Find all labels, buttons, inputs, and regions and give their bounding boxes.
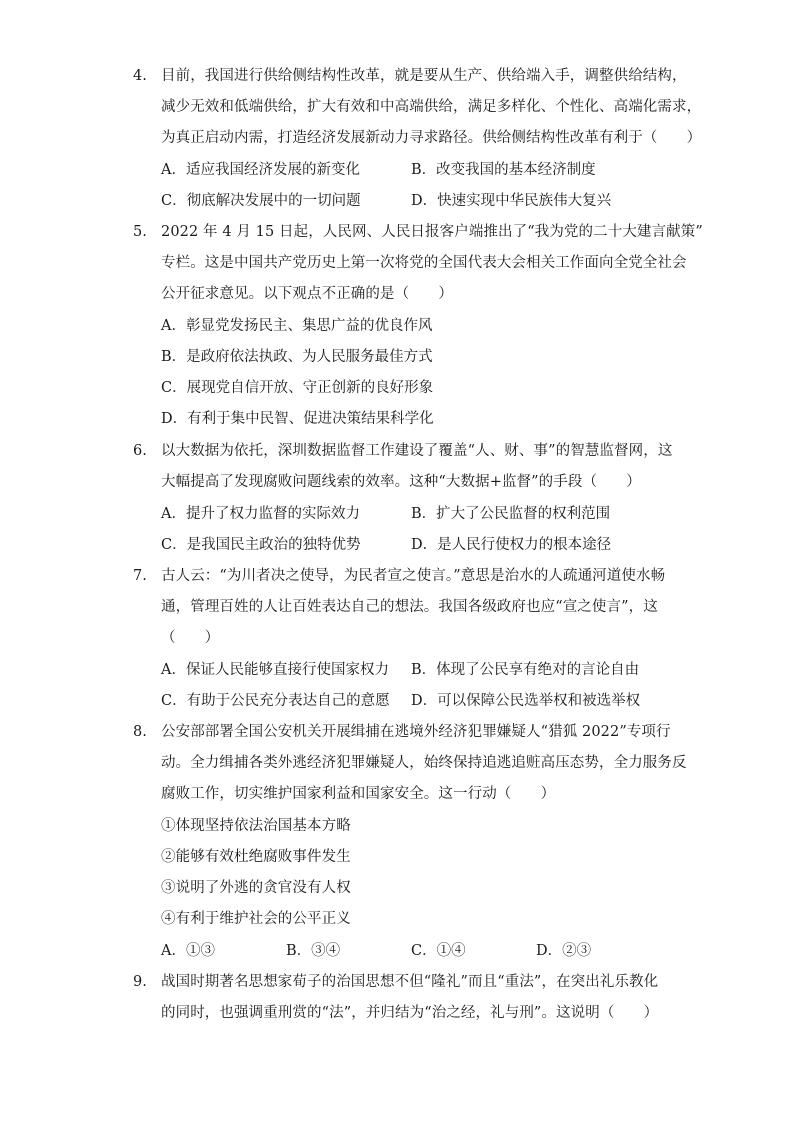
option-d[interactable]: D．快速实现中华民族伟大复兴 (411, 193, 612, 209)
question-stem-line: 2022 年 4 月 15 日起，人民网、人民日报客户端推出了“我为党的二十大建言献策” (161, 224, 703, 240)
statement-3: ③说明了外逃的贪官没有人权 (161, 880, 351, 896)
question-stem-line: 为真正启动内需，打造经济发展新动力寻求路径。供给侧结构性改革有利于（ ） (161, 130, 702, 146)
question-number: 8. (133, 724, 147, 740)
option-c[interactable]: C．有助于公民充分表达自己的意愿 (161, 693, 390, 709)
question-number: 4. (133, 68, 147, 84)
option-a[interactable]: A．彰显党发扬民主、集思广益的优良作风 (161, 318, 433, 334)
question-stem-line: 的同时，也强调重刑赏的“法”，并归结为“治之经，礼与刑”。这说明（ ） (161, 1005, 659, 1021)
option-c[interactable]: C．是我国民主政治的独特优势 (161, 537, 361, 553)
question-stem-line: （ ） (161, 630, 220, 646)
question-stem-line: 公开征求意见。以下观点不正确的是（ ） (161, 286, 453, 302)
question-stem-line: 目前，我国进行供给侧结构性改革，就是要从生产、供给端入手，调整供给结构， (161, 68, 687, 84)
option-a[interactable]: A．保证人民能够直接行使国家权力 (161, 662, 389, 678)
option-a[interactable]: A．适应我国经济发展的新变化 (161, 162, 360, 178)
statement-1: ①体现坚持依法治国基本方略 (161, 818, 351, 834)
statement-2: ②能够有效杜绝腐败事件发生 (161, 849, 351, 865)
question-stem-line: 动。全力缉捕各类外逃经济犯罪嫌疑人，始终保持追逃追赃高压态势，全力服务反 (161, 755, 687, 771)
option-d[interactable]: D．②③ (536, 943, 592, 959)
option-c[interactable]: C．彻底解决发展中的一切问题 (161, 193, 361, 209)
option-d[interactable]: D．是人民行使权力的根本途径 (411, 537, 612, 553)
question-stem-line: 通，管理百姓的人让百姓表达自己的想法。我国各级政府也应“宣之使言”，这 (161, 599, 658, 615)
question-stem-line: 古人云：“为川者决之使导，为民者宣之使言。”意思是治水的人疏通河道使水畅 (161, 568, 666, 584)
option-d[interactable]: D．有利于集中民智、促进决策结果科学化 (161, 411, 434, 427)
option-b[interactable]: B．扩大了公民监督的权利范围 (411, 506, 611, 522)
option-b[interactable]: B．改变我国的基本经济制度 (411, 162, 596, 178)
question-number: 6. (133, 443, 147, 459)
question-stem-line: 战国时期著名思想家荀子的治国思想不但“隆礼”而且“重法”，在突出礼乐教化 (161, 974, 659, 990)
option-d[interactable]: D．可以保障公民选举权和被选举权 (411, 693, 641, 709)
option-b[interactable]: B．体现了公民享有绝对的言论自由 (411, 662, 640, 678)
question-stem-line: 大幅提高了发现腐败问题线索的效率。这种“大数据+监督”的手段（ ） (161, 474, 641, 490)
option-c[interactable]: C．展现党自信开放、守正创新的良好形象 (161, 380, 434, 396)
question-stem-line: 腐败工作，切实维护国家利益和国家安全。这一行动（ ） (161, 786, 556, 802)
question-number: 7. (133, 568, 147, 584)
question-stem-line: 公安部部署全国公安机关开展缉捕在逃境外经济犯罪嫌疑人“猎狐 2022”专项行 (161, 724, 671, 740)
question-stem-line: 减少无效和低端供给，扩大有效和中高端供给，满足多样化、个性化、高端化需求， (161, 99, 702, 115)
option-b[interactable]: B．是政府依法执政、为人民服务最佳方式 (161, 349, 433, 365)
option-c[interactable]: C．①④ (411, 943, 466, 959)
option-a[interactable]: A．①③ (161, 943, 215, 959)
statement-4: ④有利于维护社会的公平正义 (161, 911, 351, 927)
question-stem-line: 以大数据为依托，深圳数据监督工作建设了覆盖“人、财、事”的智慧监督网，这 (161, 443, 673, 459)
option-b[interactable]: B．③④ (286, 943, 341, 959)
question-number: 9. (133, 974, 147, 990)
option-a[interactable]: A．提升了权力监督的实际效力 (161, 506, 360, 522)
question-number: 5. (133, 224, 147, 240)
question-stem-line: 专栏。这是中国共产党历史上第一次将党的全国代表大会相关工作面向全党全社会 (161, 255, 687, 271)
